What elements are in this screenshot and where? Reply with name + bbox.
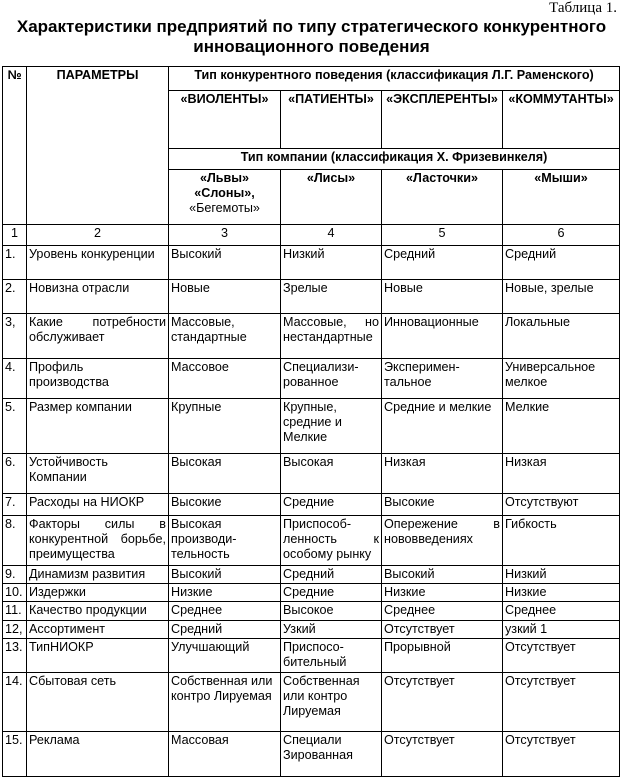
row-param: Сбытовая сеть	[27, 673, 169, 732]
table-body	[3, 246, 620, 777]
row-param: Качество продукции	[27, 602, 169, 621]
row-explerents: Эксперимен-тальное	[382, 359, 503, 399]
row-num: 6.	[3, 454, 27, 494]
row-param: Уровень конкуренции	[27, 246, 169, 280]
colnum-4: 4	[281, 225, 382, 246]
row-explerents: Прорывной	[382, 639, 503, 673]
row-explerents: Новые	[382, 280, 503, 314]
table-row	[3, 673, 620, 732]
row-num: 1.	[3, 246, 27, 280]
row-violents: Массовые, стандартные	[169, 314, 281, 359]
table-row	[3, 516, 620, 566]
colnum-2: 2	[27, 225, 169, 246]
row-violents: Высокий	[169, 246, 281, 280]
row-explerents: Низкая	[382, 454, 503, 494]
row-commutants: Отсутствует	[503, 639, 620, 673]
table-row	[3, 280, 620, 314]
table-row	[3, 602, 620, 621]
row-patients: Специали Зированная	[281, 732, 382, 777]
row-violents: Среднее	[169, 602, 281, 621]
row-num: 7.	[3, 494, 27, 516]
row-commutants: узкий 1	[503, 621, 620, 639]
row-param: Факторы силы в конкурентной борьбе, преимущества	[27, 516, 169, 566]
row-param: Профиль производства	[27, 359, 169, 399]
title-line-1: Характеристики предприятий по типу стратегического конкурентного	[16, 17, 607, 36]
header-params: ПАРАМЕТРЫ	[27, 67, 169, 225]
row-num: 14.	[3, 673, 27, 732]
row-explerents: Отсутствует	[382, 621, 503, 639]
row-param: Издержки	[27, 584, 169, 602]
row-commutants: Новые, зрелые	[503, 280, 620, 314]
row-num: 4.	[3, 359, 27, 399]
row-commutants: Низкие	[503, 584, 620, 602]
company-swallows: «Ласточки»	[382, 170, 503, 225]
row-patients: Средние	[281, 494, 382, 516]
company-lions-l3: «Бегемоты»	[189, 201, 260, 215]
row-explerents: Инновационные	[382, 314, 503, 359]
row-commutants: Мелкие	[503, 399, 620, 454]
row-patients: Высокая	[281, 454, 382, 494]
table-row	[3, 246, 620, 280]
row-patients: Средние	[281, 584, 382, 602]
row-violents: Улучшающий	[169, 639, 281, 673]
row-num: 15.	[3, 732, 27, 777]
row-commutants: Гибкость	[503, 516, 620, 566]
row-violents: Новые	[169, 280, 281, 314]
row-violents: Низкие	[169, 584, 281, 602]
row-violents: Крупные	[169, 399, 281, 454]
row-param: Устойчивость Компании	[27, 454, 169, 494]
table-row	[3, 359, 620, 399]
row-num: 10.	[3, 584, 27, 602]
colnum-1: 1	[3, 225, 27, 246]
row-patients: Высокое	[281, 602, 382, 621]
table-row	[3, 566, 620, 584]
row-num: 11.	[3, 602, 27, 621]
header-frizewinkel: Тип компании (классификация Х. Фризевинкеля)	[169, 149, 620, 170]
row-param: Ассортимент	[27, 621, 169, 639]
row-violents: Массовое	[169, 359, 281, 399]
row-param: Какие потребности обслуживает	[27, 314, 169, 359]
type-commutants: «КОММУТАНТЫ»	[503, 91, 620, 149]
page-title	[0, 17, 623, 57]
row-param: Динамизм развития	[27, 566, 169, 584]
row-violents: Высокая производи-тельность	[169, 516, 281, 566]
header-num: №	[3, 67, 27, 225]
characteristics-table	[2, 66, 620, 777]
row-explerents: Средние и мелкие	[382, 399, 503, 454]
row-explerents: Средний	[382, 246, 503, 280]
row-explerents: Высокий	[382, 566, 503, 584]
table-row	[3, 314, 620, 359]
row-param: Размер компании	[27, 399, 169, 454]
row-explerents: Отсутствует	[382, 732, 503, 777]
row-param: Расходы на НИОКР	[27, 494, 169, 516]
table-row	[3, 639, 620, 673]
row-patients: Собственная или контро Лируемая	[281, 673, 382, 732]
type-explerents: «ЭКСПЛЕРЕНТЫ»	[382, 91, 503, 149]
colnum-5: 5	[382, 225, 503, 246]
row-commutants: Отсутствуют	[503, 494, 620, 516]
company-mice: «Мыши»	[503, 170, 620, 225]
colnum-3: 3	[169, 225, 281, 246]
table-caption: Таблица 1.	[549, 0, 617, 16]
table-row	[3, 494, 620, 516]
row-param: ТипНИОКР	[27, 639, 169, 673]
row-num: 3,	[3, 314, 27, 359]
type-violents: «ВИОЛЕНТЫ»	[169, 91, 281, 149]
row-explerents: Среднее	[382, 602, 503, 621]
row-patients: Крупные, средние и Мелкие	[281, 399, 382, 454]
row-patients: Зрелые	[281, 280, 382, 314]
row-violents: Массовая	[169, 732, 281, 777]
header-ramensky: Тип конкурентного поведения (классификация Л.Г. Раменского)	[169, 67, 620, 91]
row-commutants: Отсутствует	[503, 732, 620, 777]
row-explerents: Отсутствует	[382, 673, 503, 732]
company-lions-l2: «Слоны»,	[194, 186, 255, 200]
row-commutants: Отсутствует	[503, 673, 620, 732]
row-commutants: Среднее	[503, 602, 620, 621]
row-commutants: Низкий	[503, 566, 620, 584]
row-violents: Средний	[169, 621, 281, 639]
type-patients: «ПАТИЕНТЫ»	[281, 91, 382, 149]
colnum-6: 6	[503, 225, 620, 246]
row-violents: Высокие	[169, 494, 281, 516]
row-patients: Приспосо-бительный	[281, 639, 382, 673]
row-patients: Приспособ-ленность к особому рынку	[281, 516, 382, 566]
table-row	[3, 732, 620, 777]
row-commutants: Низкая	[503, 454, 620, 494]
table-row	[3, 399, 620, 454]
row-patients: Средний	[281, 566, 382, 584]
company-lions	[169, 170, 281, 225]
row-num: 8.	[3, 516, 27, 566]
row-patients: Низкий	[281, 246, 382, 280]
row-num: 9.	[3, 566, 27, 584]
row-commutants: Универсальное мелкое	[503, 359, 620, 399]
title-line-2: инновационного поведения	[193, 37, 430, 56]
row-param: Реклама	[27, 732, 169, 777]
row-num: 13.	[3, 639, 27, 673]
row-explerents: Опережение в нововведениях	[382, 516, 503, 566]
row-patients: Специализи-рованное	[281, 359, 382, 399]
company-lions-l1: «Львы»	[199, 171, 250, 185]
row-violents: Собственная или контро Лируемая	[169, 673, 281, 732]
row-commutants: Средний	[503, 246, 620, 280]
row-explerents: Низкие	[382, 584, 503, 602]
company-foxes: «Лисы»	[281, 170, 382, 225]
row-commutants: Локальные	[503, 314, 620, 359]
table-row	[3, 621, 620, 639]
row-patients: Массовые, но нестандартные	[281, 314, 382, 359]
row-param: Новизна отрасли	[27, 280, 169, 314]
row-num: 12,	[3, 621, 27, 639]
row-num: 2.	[3, 280, 27, 314]
table-row	[3, 454, 620, 494]
table-row	[3, 584, 620, 602]
row-explerents: Высокие	[382, 494, 503, 516]
row-violents: Высокая	[169, 454, 281, 494]
row-num: 5.	[3, 399, 27, 454]
row-patients: Узкий	[281, 621, 382, 639]
row-violents: Высокий	[169, 566, 281, 584]
